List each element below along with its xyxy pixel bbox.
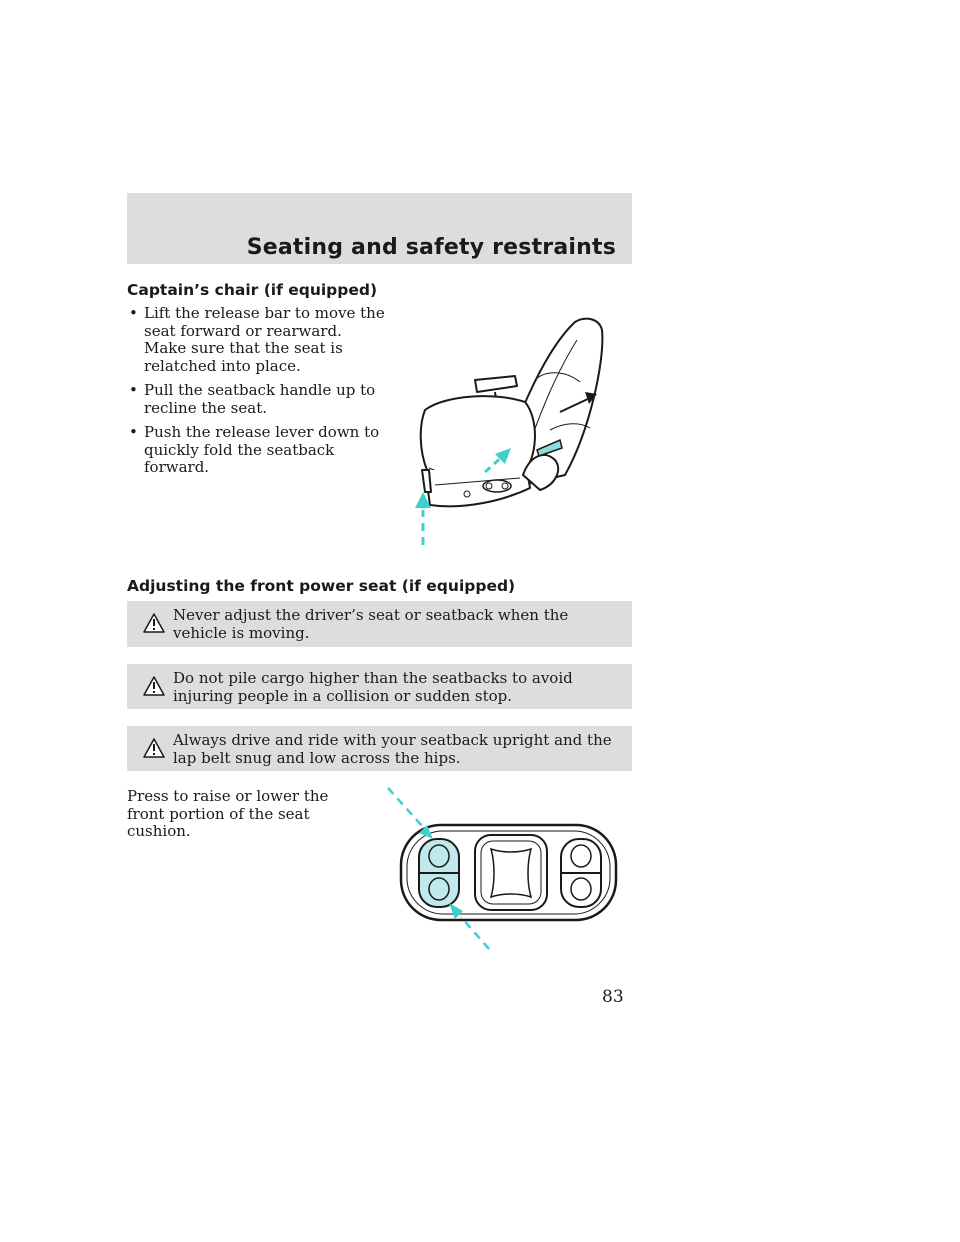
list-item-text: Push the release lever down to quickly fold the seatback forward.	[144, 423, 380, 476]
warning-triangle-icon	[143, 676, 165, 696]
power-seat-heading: Adjusting the front power seat (if equipped)	[127, 577, 516, 595]
list-item-text: Lift the release bar to move the seat forward or rearward. Make sure that the seat is relatched into place.	[144, 304, 385, 375]
bullet-icon: •	[129, 423, 138, 441]
warning-triangle-icon	[143, 613, 165, 633]
page-number: 83	[602, 987, 624, 1007]
warning-box	[127, 726, 632, 771]
power-seat-instruction: Press to raise or lower the front portion of the seat cushion.	[127, 787, 329, 840]
warning-box	[127, 664, 632, 709]
warning-text: Never adjust the driver’s seat or seatback when the vehicle is moving.	[173, 606, 569, 642]
warning-text: Always drive and ride with your seatback upright and the lap belt snug and low across the hips.	[173, 731, 612, 767]
captains-chair-bullet-list	[127, 305, 387, 484]
list-item-text: Pull the seatback handle up to recline the seat.	[144, 381, 376, 417]
warning-triangle-icon	[143, 738, 165, 758]
captains-chair-illustration	[405, 310, 620, 550]
list-item	[127, 305, 387, 375]
header-band	[127, 193, 632, 264]
page-section-title: Seating and safety restraints	[246, 235, 616, 260]
power-seat-control-illustration	[385, 785, 625, 960]
bullet-icon: •	[129, 304, 138, 322]
list-item	[127, 424, 387, 477]
warning-box	[127, 601, 632, 647]
captains-chair-heading: Captain’s chair (if equipped)	[127, 281, 378, 299]
bullet-icon: •	[129, 381, 138, 399]
warning-text: Do not pile cargo higher than the seatbacks to avoid injuring people in a collision or sudden stop.	[173, 669, 573, 705]
list-item	[127, 382, 387, 417]
